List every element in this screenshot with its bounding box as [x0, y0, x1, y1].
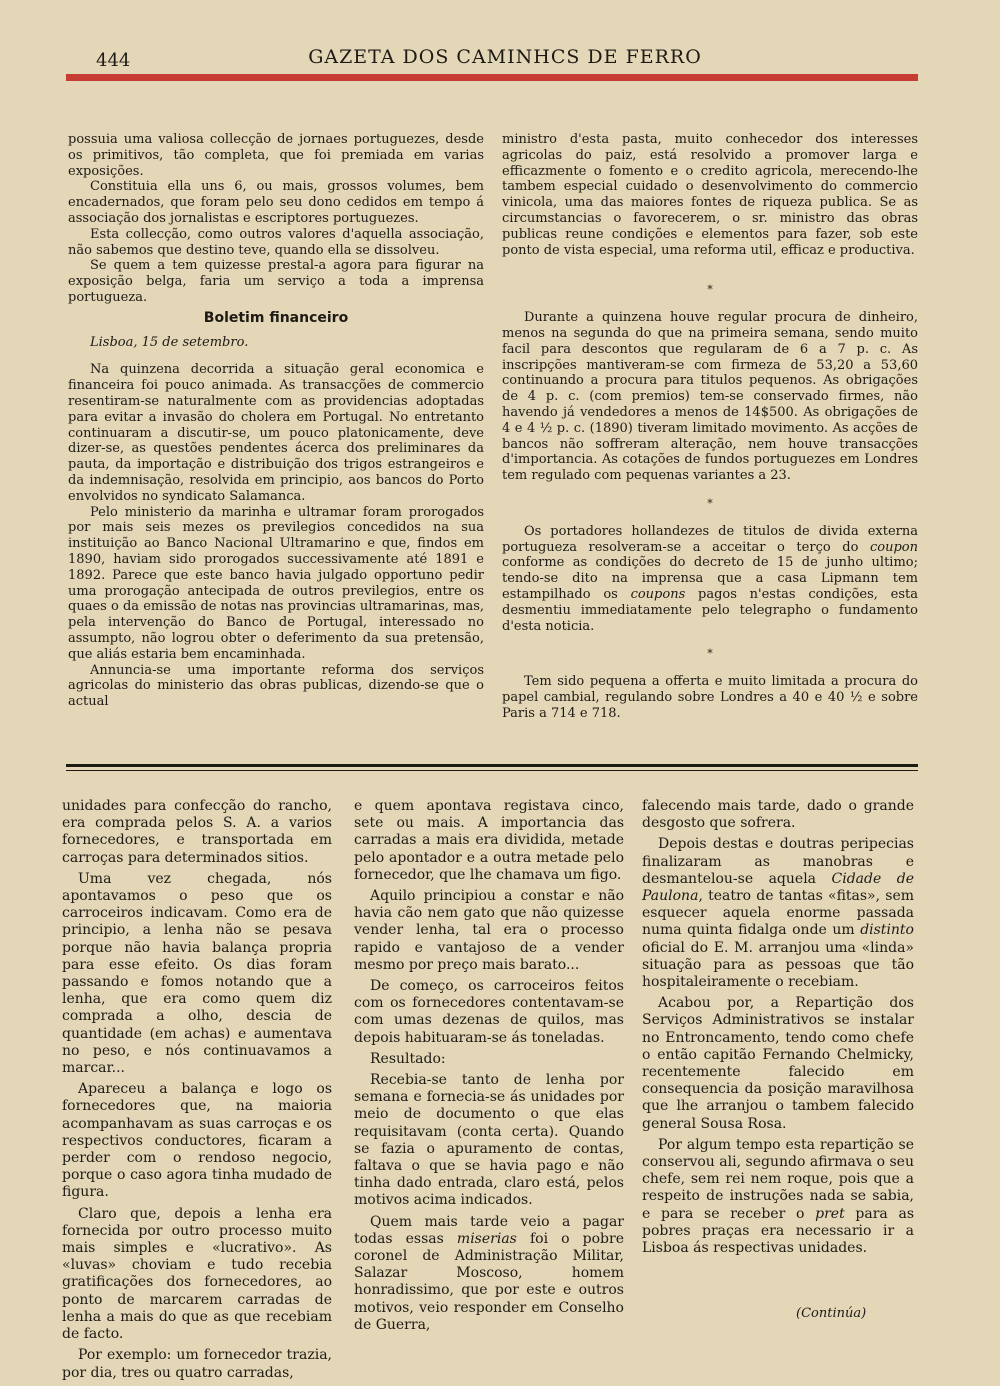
paragraph: unidades para confecção do rancho, era comprada pelos S. A. a varios fornecedores, e transportada em carroças para determinados sitios. — [62, 798, 332, 866]
continued-note: (Continúa) — [796, 1306, 867, 1321]
paragraph: Constituia ella uns 6, ou mais, grossos volumes, bem encadernados, que foram pelo seu dono cedidos em tempo á associação dos jornalistas e escriptores portuguezes. — [68, 179, 484, 226]
paragraph: Acabou por, a Repartição dos Serviços Administrativos se instalar no Entroncamento, tendo como chefe o então capitão Fernando Chelmicky, recentemente falecido em consequencia da posição maravilhosa que lhe arranjou o tambem falecido general Sousa Rosa. — [642, 995, 914, 1132]
paragraph: Durante a quinzena houve regular procura de dinheiro, menos na segunda do que na primeira semana, sendo muito facil para descontos que regularam de 6 a 7 p. c. As inscripções mantiveram-se com firmeza de 53,20 a 53,60 continuando a procura para titulos pequenos. As obrigações de 4 p. c. (com premios) tem-se conservado firmes, não havendo já vendedores a menos de 14$500. As obrigações de 4 e 4 ½ p. c. (1890) tiveram limitado movimento. As acções de bancos não soffreram alteração, nem houve transacções d'importancia. As cotações de fundos portuguezes em Londres tem regulado com pequenas variantes a 23. — [502, 310, 918, 484]
paragraph: Aquilo principiou a constar e não havia cão nem gato que não quizesse vender lenha, tal era o processo rapido e vantajoso de a vender mesmo por preço mais barato... — [354, 888, 624, 973]
paragraph: Uma vez chegada, nós apontavamos o peso que os carroceiros indicavam. Como era de principio, a lenha não se pesava porque não havia balança propria para esse efeito. Os dias foram passando e fomos notando que a lenha, que era como quem diz comprada a olho, descia de quantidade (em achas) e aumentava no peso, e nós continuavamos a marcar... — [62, 870, 332, 1077]
paragraph: De começo, os carroceiros feitos com os fornecedores contentavam-se com umas dezenas de quilos, mas depois habituaram-se ás toneladas. — [354, 978, 624, 1046]
paragraph: Annuncia-se uma importante reforma dos serviços agricolas do ministerio das obras publicas, dizendo-se que o actual — [68, 662, 484, 710]
paragraph: Claro que, depois a lenha era fornecida por outro processo muito mais simples e «lucrativo». As «luvas» choviam e tudo recebia gratificações dos fornecedores, ao ponto de marcarem carradas de lenha a mais do que as que recebiam de facto. — [62, 1205, 332, 1343]
paragraph: Depois destas e doutras peripecias finalizaram as manobras e desmantelou-se aquela Cidade de Paulona, teatro de tantas «fitas», sem esquecer aquela enorme passada numa quinta fidalga onde um distinto oficial do E. M. arranjou uma «linda» situação para as pessoas que tão hospitaleiramente o recebiam. — [642, 836, 914, 991]
paragraph: Os portadores hollandezes de titulos de divida externa portugueza resolveram-se a acceitar o terço do coupon conforme as condições do decreto de 15 de junho ultimo; tendo-se dito na imprensa que a casa Lipmann tem estampilhado os coupons pagos n'estas condições, esta desmentiu immediatamente pelo telegrapho o fundamento d'esta noticia. — [502, 523, 918, 634]
top-left-column — [68, 132, 484, 710]
header-rule — [66, 74, 918, 81]
separator-star: * — [707, 647, 713, 661]
publication-title: GAZETA DOS CAMINHCS DE FERRO — [308, 46, 702, 68]
paragraph: Na quinzena decorrida a situação geral economica e financeira foi pouco animada. As transacções de commercio resentiram-se naturalmente com as providencias adoptadas para evitar a invasão do cholera em Portugal. No entretanto continuaram a discutir-se, um pouco platonicamente, deve dizer-se, as questões pendentes ácerca dos preliminares da pauta, da importação e distribuição dos trigos estrangeiros e da indemnisação, resolvida em principio, aos bancos do Porto envolvidos no syndicato Salamanca. — [68, 362, 484, 504]
bottom-column-2 — [354, 798, 624, 1338]
separator-star: * — [707, 283, 713, 297]
top-right-column — [502, 132, 918, 722]
paragraph: Recebia-se tanto de lenha por semana e fornecia-se ás unidades por meio de documento o que elas requisitavam (conta certa). Quando se fazia o apuramento de contas, faltava o que se havia pago e não tinha dado entrada, claro está, pelos motivos acima indicados. — [354, 1072, 624, 1209]
paragraph: Apareceu a balança e logo os fornecedores que, na maioria acompanhavam as suas carroças e os respectivos conductores, ficaram a perder com o rendoso negocio, porque o caso agora tinha mudado de figura. — [62, 1081, 332, 1201]
section-divider-thin — [66, 770, 918, 771]
dateline: Lisboa, 15 de setembro. — [90, 334, 249, 350]
paragraph: Resultado: — [370, 1050, 446, 1067]
bottom-column-1 — [62, 798, 332, 1386]
paragraph: Por exemplo: um fornecedor trazia, por dia, tres ou quatro carradas, — [62, 1347, 332, 1381]
paragraph: e quem apontava registava cinco, sete ou mais. A importancia das carradas a mais era dividida, metade pelo apontador e a outra metade pelo fornecedor, que lhe chamava um figo. — [354, 798, 624, 883]
paragraph: ministro d'esta pasta, muito conhecedor dos interesses agricolas do paiz, está resolvido a promover larga e efficazmente o fomento e o credito agricola, merecendo-lhe tambem especial cuidado o desenvolvimento do commercio vinicola, uma das maiores fontes de riqueza publica. Se as circumstancias o favorecerem, o sr. ministro das obras publicas reune condições e elementos para fazer, sob este ponto de vista especial, uma reforma util, efficaz e productiva. — [502, 132, 918, 258]
paragraph: possuia uma valiosa collecção de jornaes portuguezes, desde os primitivos, tão completa, que foi premiada em varias exposições. — [68, 132, 484, 179]
paragraph: Se quem a tem quizesse prestal-a agora para figurar na exposição belga, faria um serviço a toda a imprensa portugueza. — [68, 258, 484, 305]
section-heading: Boletim financeiro — [203, 309, 349, 326]
paragraph: falecendo mais tarde, dado o grande desgosto que sofrera. — [642, 798, 914, 832]
paragraph: Por algum tempo esta repartição se conservou ali, segundo afirmava o seu chefe, sem rei nem roque, pois que a respeito de instruções nada se sabia, e para se receber o pret para as pobres praças era necessario ir a Lisboa ás respectivas unidades. — [642, 1136, 915, 1257]
paragraph: Esta collecção, como outros valores d'aquella associação, não sabemos que destino teve, quando ella se dissolveu. — [68, 226, 484, 258]
paragraph: Quem mais tarde veio a pagar todas essas miserias foi o pobre coronel de Administração Militar, Salazar Moscoso, homem honradissimo, que por este e outros motivos, veio responder em Conselho de Guerra, — [354, 1213, 624, 1333]
section-divider — [66, 764, 918, 767]
paragraph: Pelo ministerio da marinha e ultramar foram prorogados por mais seis mezes os previlegios concedidos na sua instituição ao Banco Nacional Ultramarino e que, findos em 1890, haviam sido prorogados successivamente até 1891 e 1892. Parece que este banco havia julgado opportuno pedir uma prorogação antecipada de outros previlegios, entre os quaes o da emissão de notas nas provincias ultramarinas, mas, pela intervenção do Banco de Portugal, interessado no assumpto, não logrou obter o deferimento da sua pretensão, que aliás estaria bem encaminhada. — [68, 504, 484, 662]
paragraph: Tem sido pequena a offerta e muito limitada a procura do papel cambial, regulando sobre Londres a 40 e 40 ½ e sobre Paris a 714 e 718. — [502, 674, 918, 721]
page-number: 444 — [96, 50, 131, 71]
separator-star: * — [707, 496, 713, 510]
bottom-column-3 — [642, 798, 914, 1261]
